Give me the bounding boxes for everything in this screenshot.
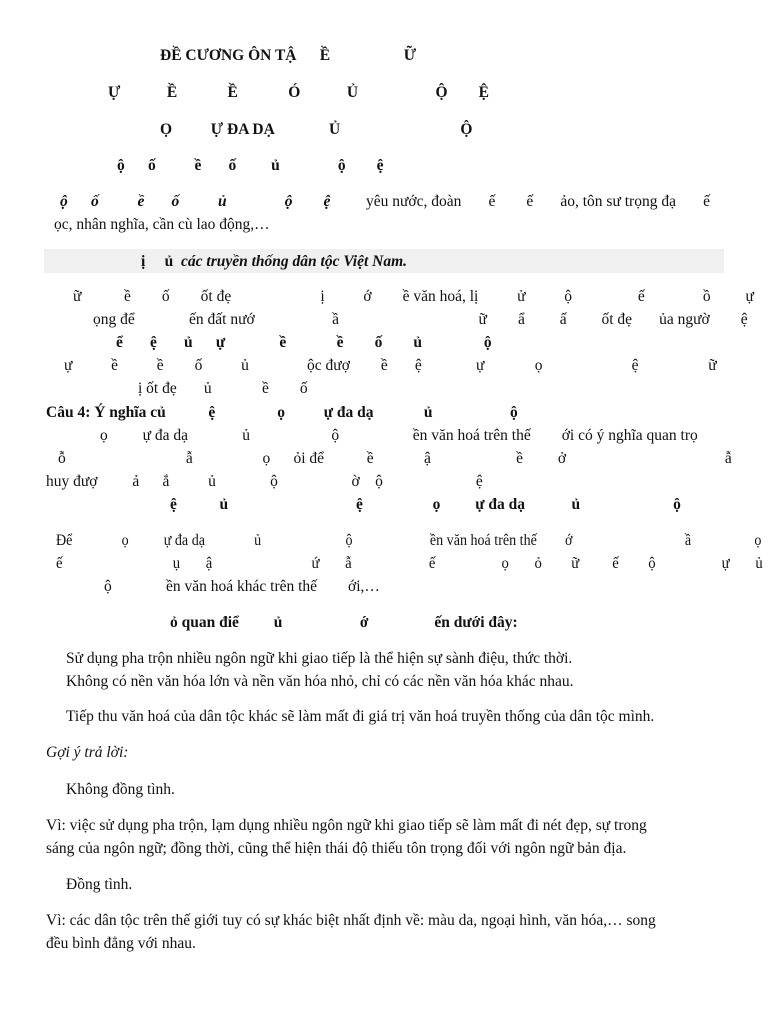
answer-agree: Đồng tình. [66, 876, 133, 893]
answer-3-line-2: ị ốt đẹ ủ ề ố [138, 380, 308, 397]
answer-2-line-2: ọng để ến đất nướ ầ ữ ẩ ấ ốt đẹ ủa ngườ ệ [93, 311, 748, 328]
answer-disagree-reason-line-1: Vì: việc sử dụng pha trộn, lạm dụng nhiều ngôn ngữ khi giao tiếp sẽ làm mất đi nét đẹp, sự trong [46, 817, 647, 834]
answer-1-bold-part: ộ ố ề ố ủ ộ ệ [60, 193, 331, 210]
answer-agree-reason-line-1: Vì: các dân tộc trên thế giới tuy có sự khác biệt nhất định về: màu da, ngoại hình, văn hóa,… song [46, 912, 656, 929]
answer-agree-reason-line-2: đều bình đẳng với nhau. [46, 935, 196, 952]
question-6-heading: ỏ quan điể ủ ớ ến dưới đây: [170, 614, 518, 631]
question-4-heading: Câu 4: Ý nghĩa củ ệ ọ ự đa dạ ủ ộ [46, 404, 518, 421]
answer-5-line-2: ế ụ ậ ứ ẫ ế ọ ỏ ữ ế ộ ự ủ [56, 555, 763, 572]
answer-disagree-reason-line-2: sáng của ngôn ngữ; đồng thời, cũng thể hiện thái độ thiếu tôn trọng đối với ngôn ngữ bản địa. [46, 840, 627, 857]
hint-label: Gợi ý trả lời: [46, 744, 129, 761]
answer-disagree: Không đồng tình. [66, 781, 175, 798]
statement-2: Không có nền văn hóa lớn và nền văn hóa nhỏ, chỉ có các nền văn hóa khác nhau. [66, 673, 574, 690]
answer-5-line-1: Để ọ ự đa dạ ủ ộ ền văn hoá trên thế ớ ầ ọ [56, 532, 762, 549]
statement-3: Tiếp thu văn hoá của dân tộc khác sẽ làm mất đi giá trị văn hoá truyền thống của dân tộc mình. [66, 708, 655, 725]
answer-2-line-1: ữ ề ố ốt đẹ ị ớ ề văn hoá, lị ử ộ ế ồ ự [73, 288, 754, 305]
question-2-italic: các truyền thống dân tộc Việt Nam. [181, 253, 408, 270]
answer-4-line-2: ỗ ẫ ọ ỏi để ề ậ ề ở ẫ [58, 450, 732, 467]
answer-4-line-1: ọ ự đa dạ ủ ộ ền văn hoá trên thế ới có ý nghĩa quan trọ [100, 427, 698, 444]
question-5-heading: ệ ủ ệ ọ ự đa dạ ủ ộ [170, 496, 681, 513]
answer-1-text-continued: ọc, nhân nghĩa, cần cù lao động,… [54, 216, 270, 233]
answer-4-line-3: huy đượ ả ắ ủ ộ ờ ộ ệ [46, 473, 483, 490]
answer-3-line-1: ự ề ề ố ủ ộc đượ ề ệ ự ọ ệ ữ [64, 357, 717, 374]
section-heading: Ọ Ự ĐA DẠ Ủ Ộ [160, 121, 473, 138]
statement-1: Sử dụng pha trộn nhiều ngôn ngữ khi giao tiếp là thể hiện sự sành điệu, thức thời. [66, 650, 573, 667]
document-subtitle: Ự Ề Ề Ó Ủ Ộ Ệ [108, 84, 489, 101]
question-3-heading: ể ệ ủ ự ề ề ố ủ ộ [116, 334, 492, 351]
answer-1-text-part: yêu nước, đoàn ế ế ảo, tôn sư trọng đạ ế [366, 193, 710, 210]
document-title: ĐỀ CƯƠNG ÔN TẬ Ề Ữ [160, 47, 417, 64]
question-2-bold: ị ủ [141, 253, 174, 270]
question-heading-1: ộ ố ề ố ủ ộ ệ [117, 157, 384, 174]
answer-5-line-3: ộ ền văn hoá khác trên thế ới,… [104, 578, 380, 595]
